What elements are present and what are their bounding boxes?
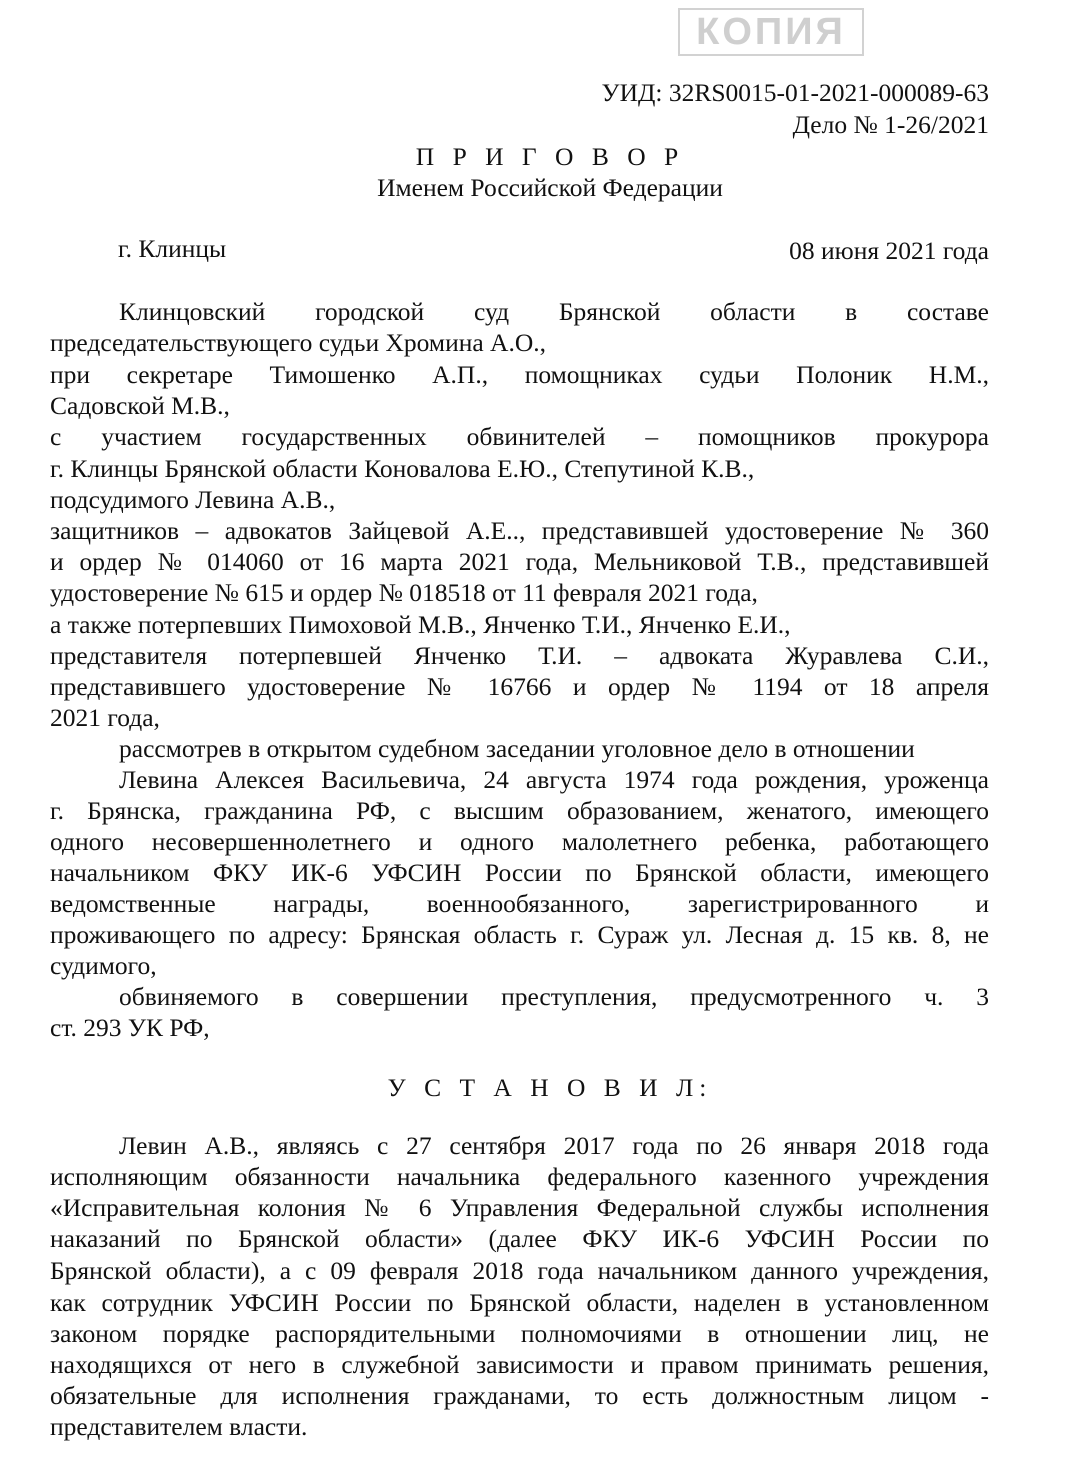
text-line: Клинцовский городской суд Брянской области в составе [119,297,989,326]
document-subtitle: Именем Российской Федерации [377,173,723,202]
text-line: удостоверение № 615 и ордер № 018518 от 11 февраля 2021 года, [50,578,758,607]
text-line: а также потерпевших Пимоховой М.В., Янченко Т.И., Янченко Е.И., [50,610,791,639]
text-line: рассмотрев в открытом судебном заседании уголовное дело в отношении [119,734,915,763]
text-line: обвиняемого в совершении преступления, предусмотренного ч. 3 [119,982,989,1011]
body-line: как сотрудник УФСИН России по Брянской области, наделен в установленном [50,1288,989,1317]
text-line: Садовской М.В., [50,391,230,420]
body-line: Брянской области), а с 09 февраля 2018 года начальником данного учреждения, [50,1256,989,1285]
body-line: находящихся от него в служебной зависимости и правом принимать решения, [50,1350,989,1379]
text-line: при секретаре Тимошенко А.П., помощниках судьи Полоник Н.М., [50,360,989,389]
body-line: законом порядке распорядительными полномочиями в отношении лиц, не [50,1319,989,1348]
text-line: г. Брянска, гражданина РФ, с высшим образованием, женатого, имеющего [50,796,989,825]
text-line: проживающего по адресу: Брянская область г. Сураж ул. Лесная д. 15 кв. 8, не [50,920,989,949]
body-line: «Исправительная колония № 6 Управления Федеральной службы исполнения [50,1193,989,1222]
text-line: подсудимого Левина А.В., [50,485,336,514]
text-line: и ордер № 014060 от 16 марта 2021 года, Мельниковой Т.В., представившей [50,547,989,576]
body-line: наказаний по Брянской области» (далее ФКУ ИК-6 УФСИН России по [50,1224,989,1253]
text-line: начальником ФКУ ИК-6 УФСИН России по Брянской области, имеющего [50,858,989,887]
uid-line: УИД: 32RS0015-01-2021-000089-63 [601,78,989,107]
text-line: ведомственные награды, военнообязанного, зарегистрированного и [50,889,989,918]
text-line: Левина Алексея Васильевича, 24 августа 1974 года рождения, уроженца [119,765,989,794]
body-line: обязательные для исполнения гражданами, то есть должностным лицом - [50,1381,989,1410]
text-line: судимого, [50,951,157,980]
text-line: председательствующего судьи Хромина А.О., [50,328,547,357]
text-line: защитников – адвокатов Зайцевой А.Е.., представившей удостоверение № 360 [50,516,989,545]
text-line: 2021 года, [50,703,160,732]
document-title: П Р И Г О В О Р [415,142,685,171]
text-line: с участием государственных обвинителей – помощников прокурора [50,422,989,451]
text-line: г. Клинцы Брянской области Коновалова Е.Ю., Степутиной К.В., [50,454,755,483]
body-line: представителем власти. [50,1412,308,1441]
body-line: исполняющим обязанности начальника федерального казенного учреждения [50,1162,989,1191]
date: 08 июня 2021 года [789,236,989,265]
text-line: ст. 293 УК РФ, [50,1013,210,1042]
text-line: представившего удостоверение № 16766 и ордер № 1194 от 18 апреля [50,672,989,701]
section-title: У С Т А Н О В И Л: [387,1073,713,1102]
city: г. Клинцы [118,234,227,263]
copy-stamp: КОПИЯ [678,8,864,56]
body-line: Левин А.В., являясь с 27 сентября 2017 года по 26 января 2018 года [119,1131,989,1160]
case-number: Дело № 1-26/2021 [792,110,989,139]
text-line: одного несовершеннолетнего и одного малолетнего ребенка, работающего [50,827,989,856]
text-line: представителя потерпевшей Янченко Т.И. – адвоката Журавлева С.И., [50,641,989,670]
